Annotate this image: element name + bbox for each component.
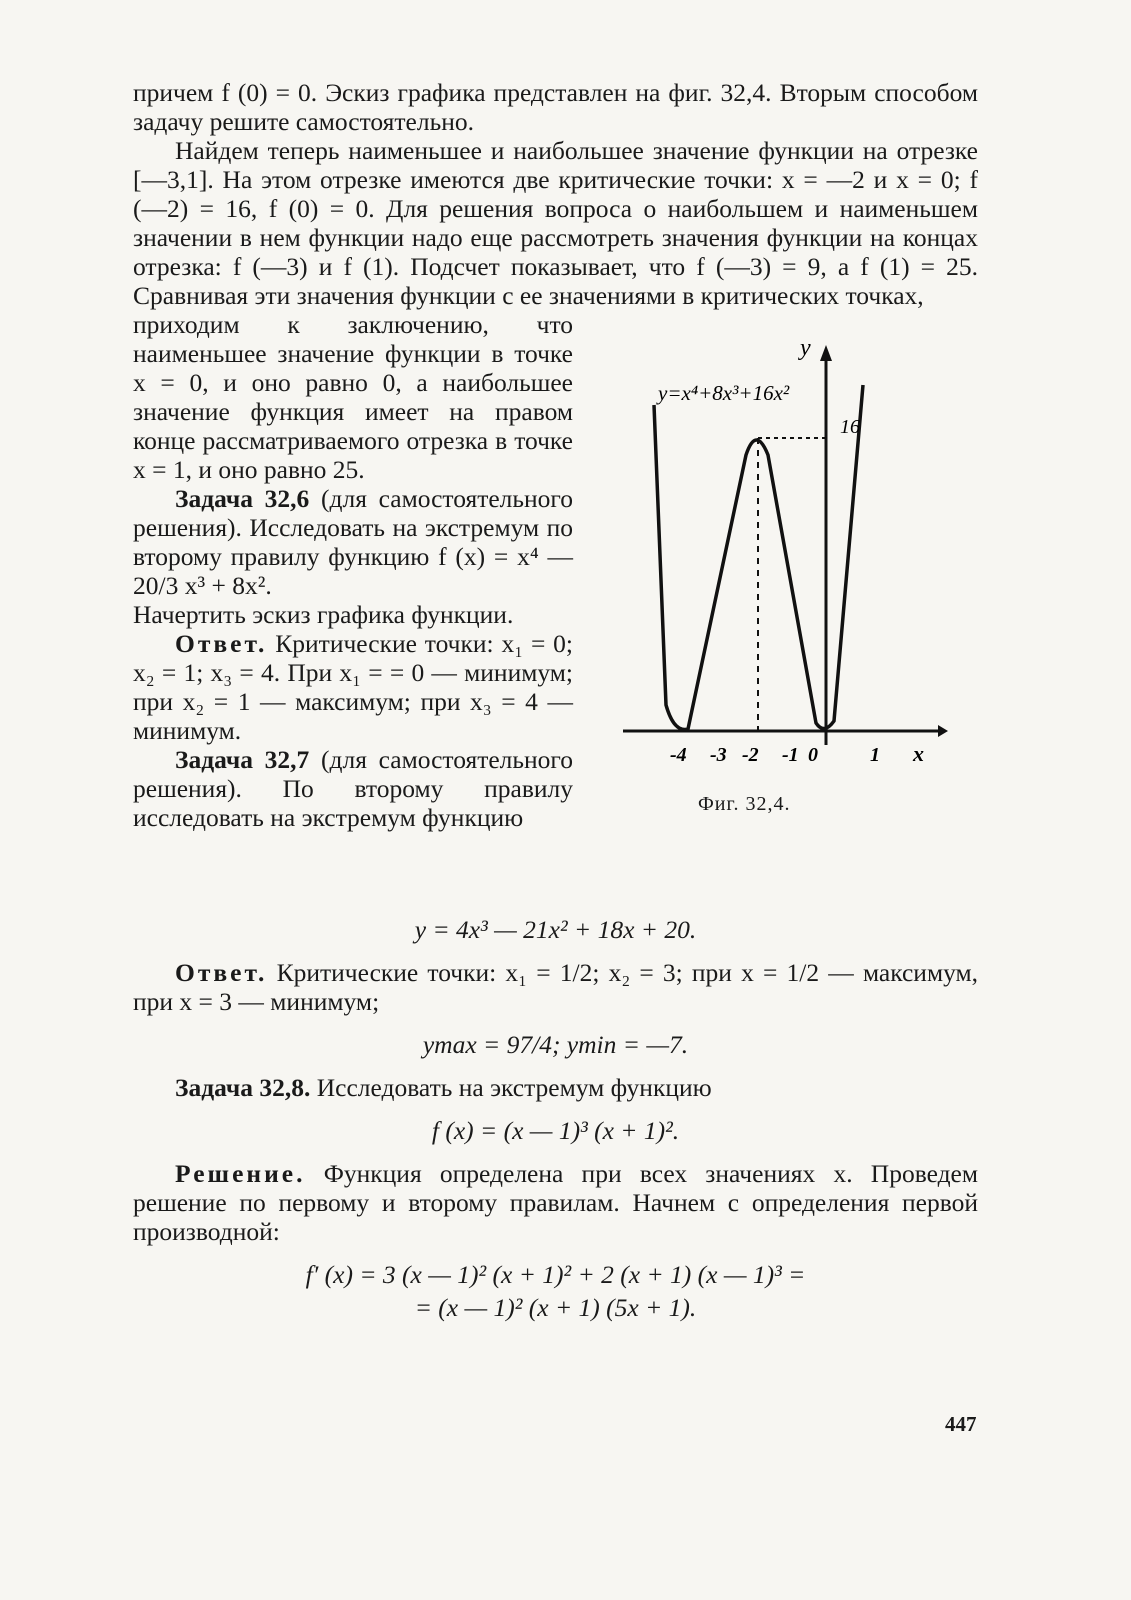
solution-32-8 [133,1159,978,1246]
x-tick-minus-2: -2 [742,744,759,766]
problem-32-8 [133,1073,978,1102]
x-tick-0: 0 [808,744,818,766]
solution-label: Решение. [175,1159,306,1188]
y-axis-arrow [820,345,832,361]
x-tick-minus-3: -3 [710,744,727,766]
x-tick-1: 1 [870,744,880,766]
function-curve [654,385,863,730]
answer-label: Ответ. [175,629,268,658]
problem-32-6-text2: Начертить эскиз графика функции. [133,600,514,629]
paragraph-2-continued: приходим к заключению, что наименьшее значение функции в точке x = 0, и оно равно 0, а наибольшее значение функция имеет на правом конце рассматриваемого отрезка в точке x = 1, и оно равно 25. [133,310,573,484]
answer-32-7 [133,958,978,1016]
answer-32-6 [133,629,573,745]
problem-32-6 [133,484,573,600]
problem-32-7-title: Задача 32,7 [175,745,310,774]
problem-32-7-text: (для самостоятельного решения). По второму правилу исследовать на экстремум функцию [133,745,573,832]
left-column [133,310,573,832]
figure-32-4 [608,325,948,845]
answer-32-6-text: Критические точки: x₁ = 0; x₂ = 1; x₃ = 4. При x₁ = = 0 — минимум; при x₂ = 1 — максимум; при x₃ = 4 — минимум. [133,629,573,745]
problem-32-6-text: (для самостоятельного решения). Исследовать на экстремум по второму правилу функцию f (x) = x⁴ — 20/3 x³ + 8x². [133,484,573,600]
page-number: 447 [945,1412,977,1436]
function-label: y=x⁴+8x³+16x² [658,381,790,405]
y-axis-label: y [800,335,811,361]
problem-32-7 [133,745,573,832]
solution-text: Функция определена при всех значениях x. Проведем решение по первому и второму правилам. Начнем с определения первой производной: [133,1159,979,1246]
formula-extremes: ymax = 97/4; ymin = —7. [422,1030,689,1059]
problem-32-6-title: Задача 32,6 [175,484,310,513]
x-tick-minus-1: -1 [782,744,799,766]
two-column-block [133,310,978,901]
problem-32-8-title: Задача 32,8. [175,1073,311,1102]
page-text [133,78,978,1336]
paragraph-1: причем f (0) = 0. Эскиз графика представлен на фиг. 32,4. Вторым способом задачу решите самостоятельно. [133,78,978,136]
x-axis-label: x [913,741,924,766]
x-tick-minus-4: -4 [670,744,687,766]
formula-derivative-1: f′ (x) = 3 (x — 1)² (x + 1)² + 2 (x + 1) (x — 1)³ = [305,1260,806,1289]
figure-caption: Фиг. 32,4. [698,793,791,815]
formula-derivative-2: = (x — 1)² (x + 1) (5x + 1). [414,1293,697,1322]
paragraph-2: Найдем теперь наименьшее и наибольшее значение функции на отрезке [—3,1]. На этом отрезке имеются две критические точки: x = —2 и x = 0; f (—2) = 16, f (0) = 0. Для решения вопроса о наибольшем и наименьшем значении в нем функции надо еще рассмотреть значения функции на концах отрезка: f (—3) и f (1). Подсчет показывает, что f (—3) = 9, а f (1) = 25. Сравнивая эти значения функции с ее значениями в критических точках, [133,136,978,310]
answer-label-2: Ответ. [175,958,268,987]
problem-32-8-text: Исследовать на экстремум функцию [316,1073,712,1102]
answer-32-7-text: Критические точки: x₁ = 1/2; x₂ = 3; при x = 1/2 — максимум, при x = 3 — минимум; [133,958,979,1016]
formula-f: f (x) = (x — 1)³ (x + 1)². [431,1116,680,1145]
value-label-16: 16 [840,416,860,438]
formula-y: y = 4x³ — 21x² + 18x + 20. [414,915,697,944]
x-axis-arrow [938,725,948,737]
